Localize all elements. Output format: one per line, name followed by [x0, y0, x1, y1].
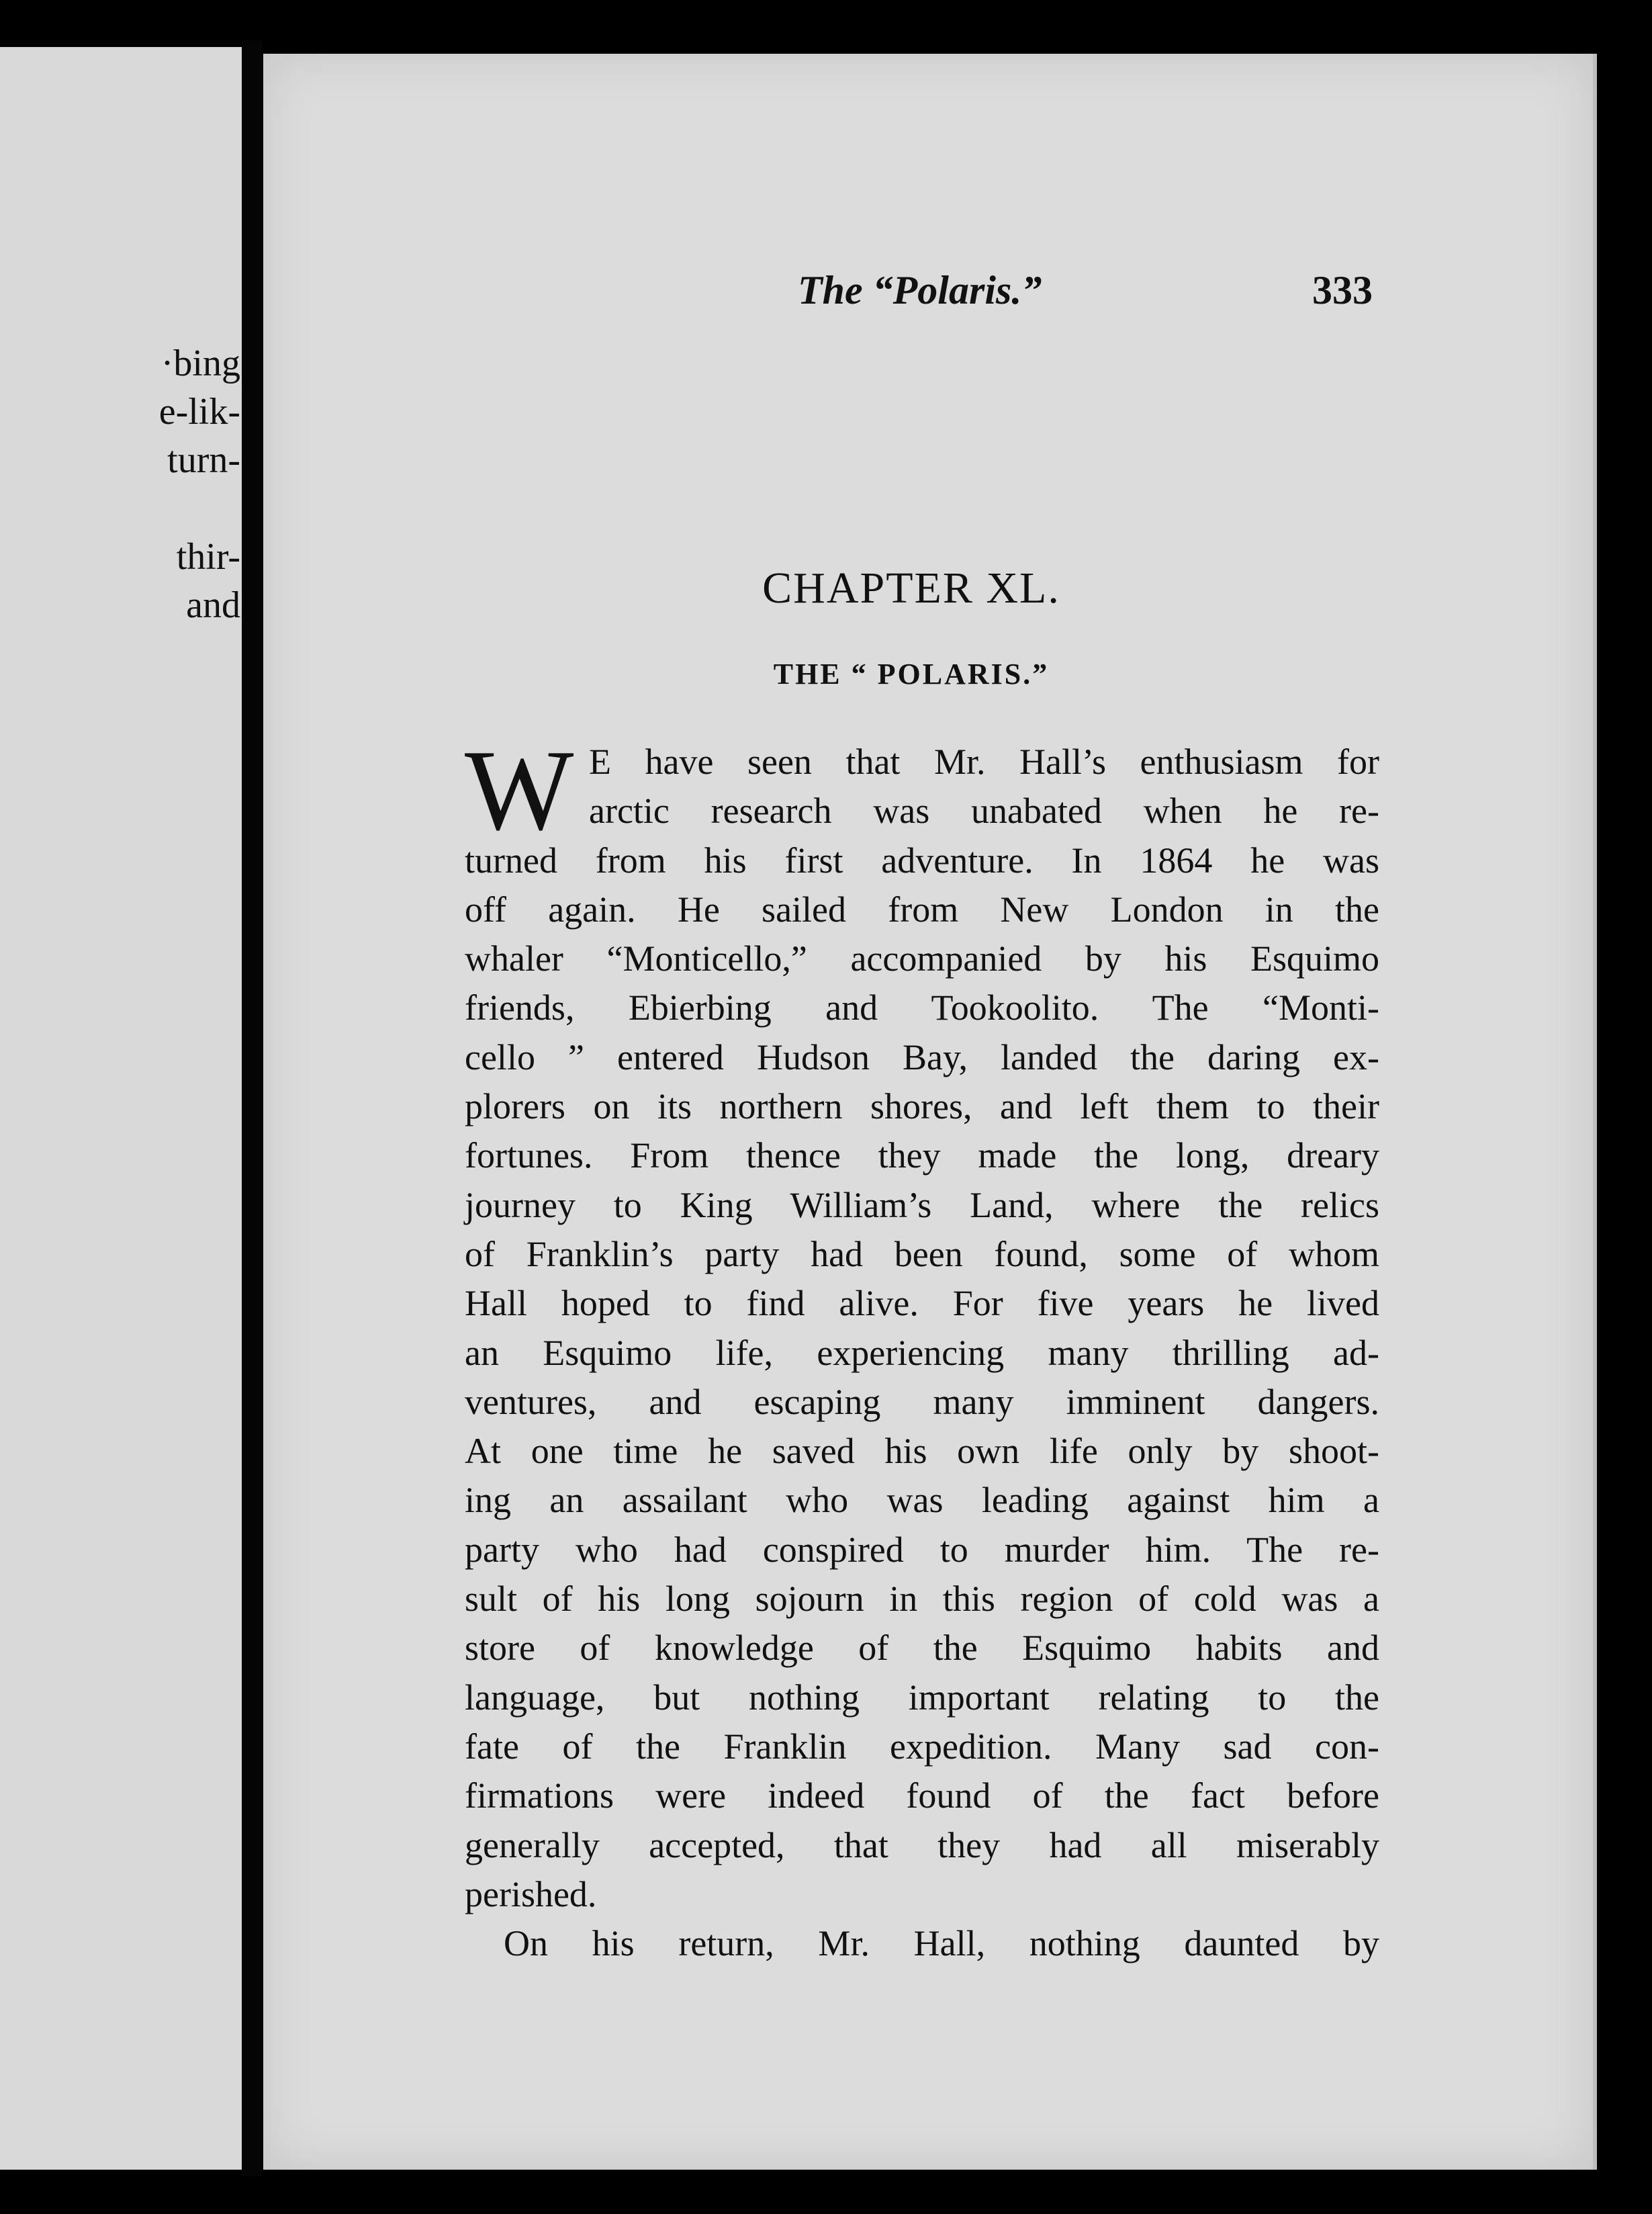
page-edge	[1593, 54, 1597, 2170]
chapter-title: CHAPTER XL.	[762, 564, 1060, 613]
text-line: party who had conspired to murder him. The re-	[465, 1529, 1379, 1570]
text-line: perished.	[465, 1873, 597, 1914]
text-line: an Esquimo life, experiencing many thrilling ad-	[465, 1332, 1379, 1373]
text-line: Hall hoped to find alive. For five years he lived	[465, 1283, 1379, 1324]
previous-page-line: e-lik-	[158, 391, 240, 433]
text-line: At one time he saved his own life only by shoot-	[465, 1431, 1379, 1472]
text-line: store of knowledge of the Esquimo habits and	[465, 1628, 1379, 1669]
text-line: journey to King William’s Land, where the relics	[465, 1184, 1379, 1225]
previous-page-gap	[159, 484, 240, 533]
text-line: ing an assailant who was leading against him a	[465, 1480, 1379, 1521]
page-number: 333	[1312, 268, 1373, 312]
text-line: plorers on its northern shores, and left them to their	[465, 1086, 1379, 1127]
previous-page-line: thir-	[176, 536, 240, 578]
body-text	[465, 727, 1379, 1968]
previous-page-line: ·bing	[160, 343, 240, 384]
text-line: cello ” entered Hudson Bay, landed the daring ex-	[465, 1036, 1379, 1077]
text-line: fate of the Franklin expedition. Many sad con-	[465, 1726, 1379, 1767]
previous-page-line: and	[186, 584, 240, 626]
text-line: ventures, and escaping many imminent dangers.	[465, 1381, 1379, 1422]
text-line: E have seen that Mr. Hall’s enthusiasm for	[589, 742, 1379, 782]
text-line: language, but nothing important relating to the	[465, 1677, 1379, 1718]
text-line: of Franklin’s party had been found, some of whom	[465, 1233, 1379, 1274]
text-line: sult of his long sojourn in this region of cold was a	[465, 1579, 1379, 1620]
drop-cap: W	[465, 727, 574, 854]
page-header	[263, 267, 1593, 328]
text-line: turned from his first adventure. In 1864 he was	[465, 840, 1379, 881]
previous-page-line: turn-	[167, 439, 240, 481]
paragraph-2	[465, 1919, 1379, 1968]
previous-page-text	[159, 339, 240, 629]
text-line: firmations were indeed found of the fact before	[465, 1775, 1379, 1816]
text-line: On his return, Mr. Hall, nothing daunted by	[504, 1923, 1379, 1964]
book-page	[263, 54, 1593, 2170]
text-line: arctic research was unabated when he re-	[589, 791, 1379, 832]
text-line: whaler “Monticello,” accompanied by his Esquimo	[465, 938, 1379, 979]
book-gutter	[242, 40, 262, 2176]
text-line: fortunes. From thence they made the long, dreary	[465, 1135, 1379, 1176]
text-line: generally accepted, that they had all miserably	[465, 1824, 1379, 1865]
running-head: The “Polaris.”	[798, 268, 1042, 312]
previous-page-edge	[0, 47, 242, 2170]
chapter-subtitle: THE “ POLARIS.”	[773, 658, 1050, 691]
paragraph-1	[465, 727, 1379, 1919]
text-line: friends, Ebierbing and Tookoolito. The “Monti-	[465, 987, 1379, 1028]
text-line: off again. He sailed from New London in the	[465, 889, 1379, 930]
